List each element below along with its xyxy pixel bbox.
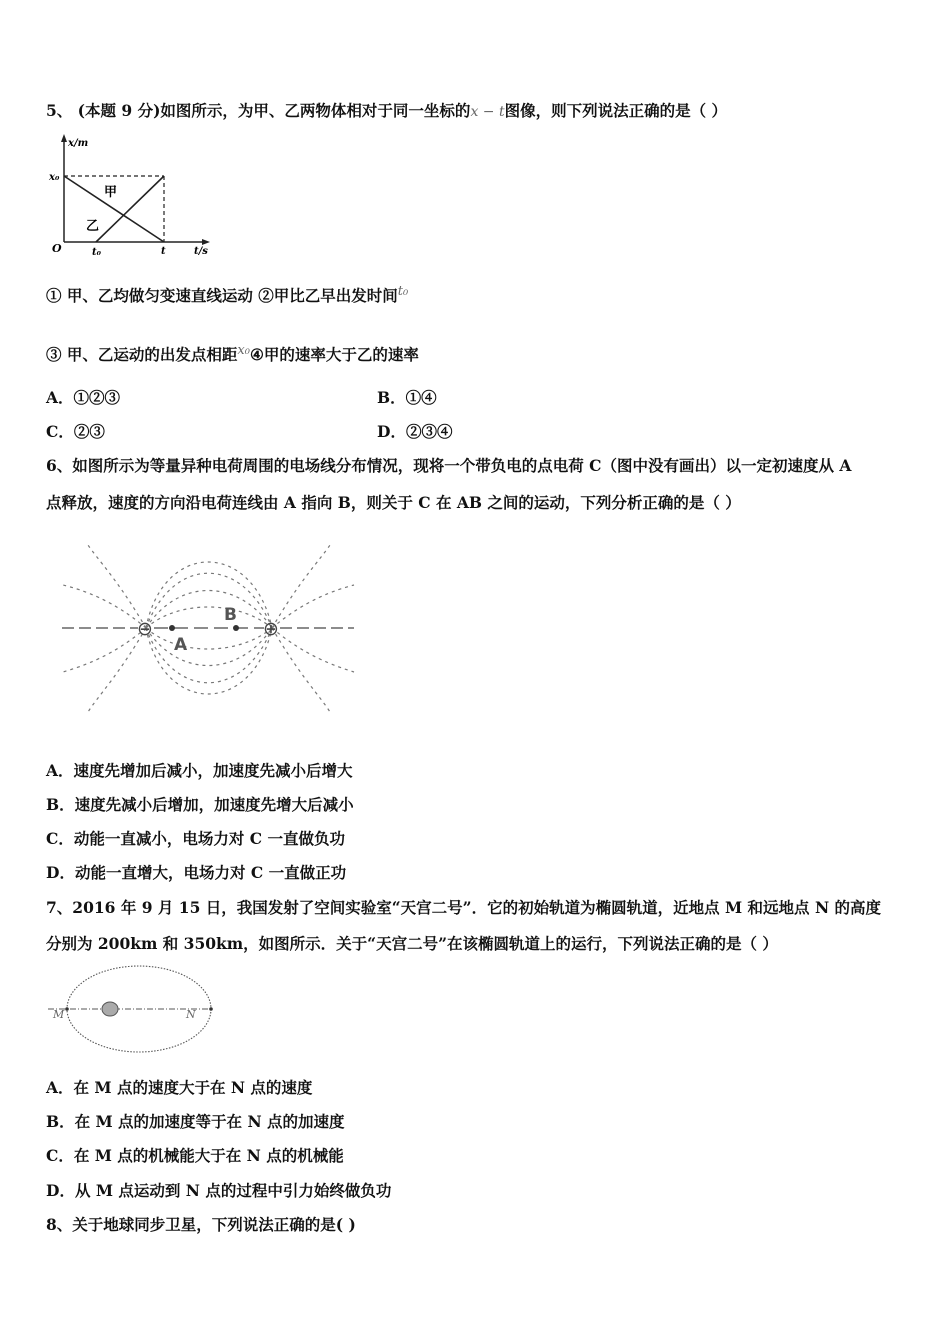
field-line — [272, 585, 354, 628]
q7-stem-line-1: 7、2016 年 9 月 15 日，我国发射了空间实验室“天宫二号”．它的初始轨道为椭圆轨道，近地点 M 和远地点 N 的高度 — [46, 898, 882, 917]
q5-stem-b: 图像，则下列说法正确的是（ ） — [504, 101, 727, 120]
y-axis-label: x/m — [68, 138, 89, 149]
x0-label: x₀ — [49, 172, 60, 183]
point-m — [65, 1007, 69, 1011]
earth — [102, 1002, 118, 1016]
field-line — [146, 562, 272, 628]
q5-statement-2-text-b: ④甲的速率大于乙的速率 — [249, 345, 419, 365]
q5-statement-2-text-a: ③ 甲、乙运动的出发点相距 — [46, 345, 238, 365]
q6-option-b: B．速度先减小后增加，加速度先增大后减小 — [46, 795, 354, 814]
q5-statement-1-text: ① 甲、乙均做匀变速直线运动 ②甲比乙早出发时间 — [46, 286, 398, 306]
q7-option-c: C．在 M 点的机械能大于在 N 点的机械能 — [46, 1146, 344, 1165]
field-line — [146, 628, 272, 694]
field-line — [146, 628, 272, 649]
q6-stem-line-2: 点释放，速度的方向沿电荷连线由 A 指向 B，则关于 C 在 AB 之间的运动，下列分析正确的是（ ） — [46, 493, 741, 512]
q5-stem-math: x − t — [470, 104, 505, 120]
point-a — [169, 625, 175, 631]
field-line — [88, 628, 146, 712]
q5-statement-1 — [46, 281, 408, 307]
q7-option-d: D．从 M 点运动到 N 点的过程中引力始终做负功 — [46, 1181, 392, 1200]
label-a: A — [174, 635, 188, 655]
q6-electric-field-figure — [58, 540, 358, 720]
q6-stem-line-1: 6、如图所示为等量异种电荷周围的电场线分布情况，现将一个带负电的点电荷 C（图中没有画出）以一定初速度从 A — [46, 456, 852, 475]
q6-option-a: A．速度先增加后减小，加速度先减小后增大 — [46, 761, 353, 780]
t0-label: t₀ — [92, 247, 101, 257]
label-m: M — [53, 1008, 65, 1021]
positive-charge: ⊕ — [263, 618, 279, 640]
q5-option-a: A．①②③ — [46, 388, 121, 407]
field-line — [146, 628, 272, 683]
q7-option-a: A．在 M 点的速度大于在 N 点的速度 — [46, 1078, 313, 1097]
q5-statement-1-math: t₀ — [397, 284, 409, 299]
field-line — [88, 545, 146, 628]
origin-label: O — [52, 242, 62, 255]
q6-option-c: C．动能一直减小，电场力对 C 一直做负功 — [46, 829, 345, 848]
q5-statement-2-math: x₀ — [237, 343, 250, 358]
q5-option-c: C．②③ — [46, 422, 105, 441]
field-line — [63, 585, 146, 628]
point-b — [233, 625, 239, 631]
jia-label: 甲 — [104, 185, 118, 200]
t-label: t — [161, 246, 166, 257]
q5-option-d: D．②③④ — [377, 422, 453, 441]
field-line — [272, 545, 330, 628]
q5-option-b: B．①④ — [377, 388, 437, 407]
x-axis-arrow — [202, 239, 210, 245]
q7-orbit-figure — [46, 962, 216, 1057]
q5-statement-2 — [46, 340, 419, 366]
point-n — [209, 1007, 213, 1011]
label-b: B — [224, 605, 237, 625]
field-line — [272, 628, 330, 712]
q5-stem-a: 5、 (本题 9 分)如图所示，为甲、乙两物体相对于同一坐标的 — [46, 101, 471, 120]
field-line — [146, 607, 272, 628]
x-axis-label: t/s — [194, 246, 208, 257]
y-axis-arrow — [61, 134, 67, 142]
q7-option-b: B．在 M 点的加速度等于在 N 点的加速度 — [46, 1112, 345, 1131]
q6-option-d: D．动能一直增大，电场力对 C 一直做正功 — [46, 863, 347, 882]
q5-stem — [46, 100, 727, 123]
field-line — [63, 628, 146, 672]
field-line — [272, 628, 354, 672]
q8-stem: 8、关于地球同步卫星，下列说法正确的是( ) — [46, 1215, 356, 1234]
label-n: N — [186, 1008, 196, 1021]
yi-label: 乙 — [86, 219, 100, 234]
q5-xt-graph — [46, 132, 216, 257]
negative-charge: ⊖ — [137, 618, 153, 640]
field-line — [146, 573, 272, 628]
q7-stem-line-2: 分别为 200km 和 350km，如图所示．关于“天宫二号”在该椭圆轨道上的运行，下列说法正确的是（ ） — [46, 934, 778, 953]
